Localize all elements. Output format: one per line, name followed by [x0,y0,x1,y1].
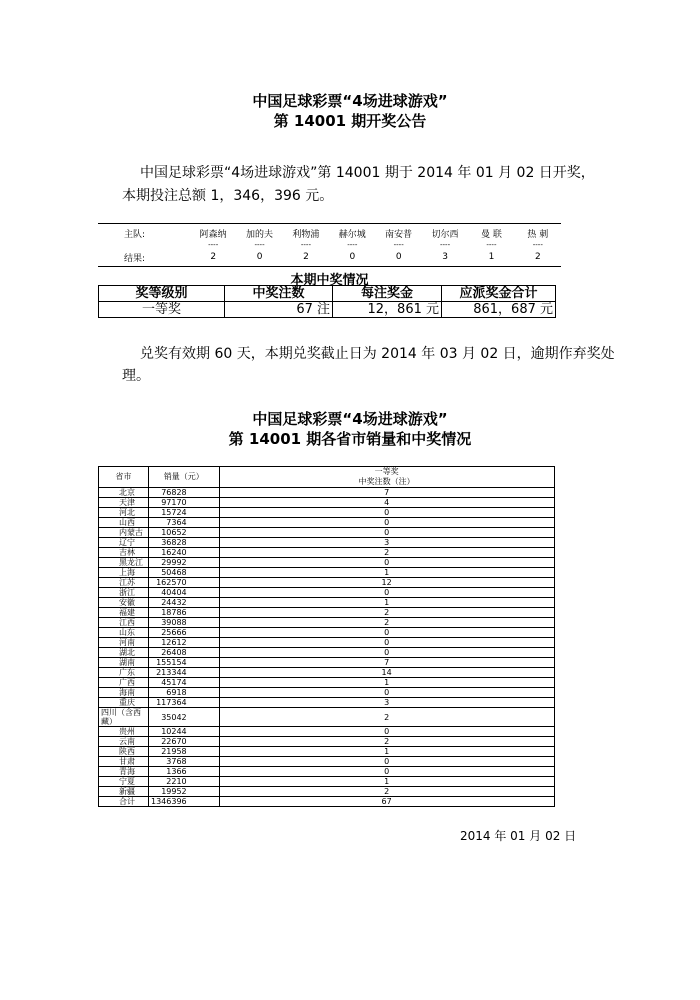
table-row [99,628,555,638]
province-sales: 10244 [149,727,220,737]
prize-total: 861，687 元 [442,302,556,318]
match-results-table [98,223,561,267]
announcement-title-line1: 中国足球彩票“4场进球游戏” [252,92,448,110]
province-name: 陕西 [99,747,149,757]
province-prize-count: 1 [219,598,554,608]
result-label: 结果: [124,253,146,264]
province-sales: 21958 [149,747,220,757]
sales-header: 销量（元） [149,467,220,488]
province-name: 青海 [99,767,149,777]
province-name: 福建 [99,608,149,618]
province-name: 浙江 [99,588,149,598]
team-name: 切尔西 [431,229,459,240]
dash-separator: ---- [300,241,311,249]
province-name: 山东 [99,628,149,638]
prize-header-level: 奖等级别 [99,286,225,302]
province-name: 上海 [99,568,149,578]
table-row [99,568,555,578]
province-prize-count: 2 [219,787,554,797]
prize-count-header-line1: 一等奖 [374,467,399,476]
province-name: 天津 [99,498,149,508]
province-name: 广东 [99,668,149,678]
province-prize-count: 2 [219,608,554,618]
province-sales: 12612 [149,638,220,648]
province-sales: 45174 [149,678,220,688]
table-row [99,797,555,807]
province-prize-count: 0 [219,628,554,638]
province-name: 甘肃 [99,757,149,767]
table-row [99,648,555,658]
prize-per-bet: 12，861 元 [333,302,442,318]
team-name: 利物浦 [292,229,320,240]
province-prize-count: 0 [219,648,554,658]
province-sales: 6918 [149,688,220,698]
table-row [99,578,555,588]
table-row [99,767,555,777]
dash-row [98,242,561,248]
province-sales: 19952 [149,787,220,797]
province-name: 四川（含西藏） [99,708,149,727]
table-row [99,787,555,797]
prize-level: 一等奖 [99,302,225,318]
province-sales: 1366 [149,767,220,777]
province-sales: 117364 [149,698,220,708]
team-name: 阿森纳 [199,229,227,240]
province-prize-count: 2 [219,708,554,727]
province-header: 省市 [99,467,149,488]
province-sales: 36828 [149,538,220,548]
province-name: 安徽 [99,598,149,608]
province-name: 云南 [99,737,149,747]
table-row [99,727,555,737]
table-row [99,658,555,668]
province-sales-table [98,466,555,807]
redeem-note-line2: 理。 [122,368,150,384]
table-row [99,668,555,678]
province-name: 新疆 [99,787,149,797]
announcement-title-line2: 第 14001 期开奖公告 [273,112,427,130]
province-prize-count: 1 [219,568,554,578]
result-row [98,248,561,266]
table-row [99,488,555,498]
prize-count: 67 注 [225,302,333,318]
province-name: 重庆 [99,698,149,708]
table-row [99,498,555,508]
province-name: 河南 [99,638,149,648]
province-name: 山西 [99,518,149,528]
table-row [99,528,555,538]
province-sales: 39088 [149,618,220,628]
province-prize-count: 0 [219,508,554,518]
province-prize-count: 0 [219,638,554,648]
table-row [99,737,555,747]
province-sales: 25666 [149,628,220,638]
province-sales: 18786 [149,608,220,618]
table-row [99,618,555,628]
province-name: 辽宁 [99,538,149,548]
result-value: 3 [442,252,448,262]
province-prize-count: 2 [219,737,554,747]
province-prize-count: 0 [219,588,554,598]
province-name: 湖南 [99,658,149,668]
table-row [99,548,555,558]
dash-separator: ---- [347,241,358,249]
province-name: 贵州 [99,727,149,737]
province-name: 江苏 [99,578,149,588]
province-name: 海南 [99,688,149,698]
prize-count-header-line2: 中奖注数（注） [358,477,415,486]
province-name: 合计 [99,797,149,807]
province-prize-count: 1 [219,747,554,757]
table-row [99,508,555,518]
province-prize-count: 0 [219,528,554,538]
table-row [99,708,555,727]
table-row [99,588,555,598]
prize-first-row [99,302,556,318]
table-row [99,777,555,787]
home-team-row [98,224,561,242]
province-header-row [99,467,555,488]
province-name: 北京 [99,488,149,498]
dash-separator: ---- [254,241,265,249]
prize-summary-table [98,285,556,318]
prize-count-header [219,467,554,488]
province-prize-count: 1 [219,678,554,688]
province-prize-count: 67 [219,797,554,807]
result-value: 2 [210,252,217,262]
dash-separator: ---- [440,241,451,249]
province-prize-count: 7 [219,658,554,668]
province-prize-count: 0 [219,688,554,698]
province-prize-count: 0 [219,558,554,568]
table-row [99,747,555,757]
province-name: 内蒙古 [99,528,149,538]
prize-header-count: 中奖注数 [225,286,333,302]
province-prize-count: 4 [219,498,554,508]
prize-table-caption: 本期中奖情况 [290,273,369,288]
province-sales: 26408 [149,648,220,658]
team-name: 曼 联 [481,229,502,240]
dash-separator: ---- [486,241,497,249]
team-name: 南安普 [385,229,413,240]
result-value: 2 [303,252,309,262]
province-sales: 213344 [149,668,220,678]
sales-title-line2: 第 14001 期各省市销量和中奖情况 [228,430,472,448]
table-row [99,678,555,688]
province-name: 广西 [99,678,149,688]
province-sales: 162570 [149,578,220,588]
announcement-paragraph-line1: 中国足球彩票“4场进球游戏”第 14001 期于 2014 年 01 月 02 日开奖， [140,165,595,181]
province-name: 黑龙江 [99,558,149,568]
province-prize-count: 12 [219,578,554,588]
table-row [99,688,555,698]
province-prize-count: 7 [219,488,554,498]
province-prize-count: 2 [219,618,554,628]
province-sales: 97170 [149,498,220,508]
prize-header-total: 应派奖金合计 [442,286,556,302]
announcement-paragraph-line2: 本期投注总额 1，346，396 元。 [122,188,334,204]
province-name: 江西 [99,618,149,628]
province-sales: 1346396 [149,797,220,807]
province-sales: 22670 [149,737,220,747]
sales-date: 2014 年 01 月 02 日 [460,829,577,843]
province-sales: 15724 [149,508,220,518]
team-name: 加的夫 [246,229,274,240]
province-prize-count: 2 [219,548,554,558]
team-name: 赫尔城 [338,229,366,240]
table-row [99,598,555,608]
province-prize-count: 3 [219,698,554,708]
result-value: 0 [256,252,263,262]
table-row [99,638,555,648]
province-sales: 76828 [149,488,220,498]
result-value: 0 [349,252,356,262]
team-name: 热 刺 [527,229,549,240]
table-row [99,518,555,528]
prize-header-per-bet: 每注奖金 [333,286,442,302]
table-row [99,538,555,548]
sales-title-line1: 中国足球彩票“4场进球游戏” [252,410,448,428]
province-name: 宁夏 [99,777,149,787]
province-name: 湖北 [99,648,149,658]
province-sales: 7364 [149,518,220,528]
province-prize-count: 0 [219,767,554,777]
table-row [99,698,555,708]
result-value: 1 [488,252,495,262]
province-sales: 2210 [149,777,220,787]
province-sales: 155154 [149,658,220,668]
province-sales: 3768 [149,757,220,767]
province-sales: 40404 [149,588,220,598]
prize-header-row [99,286,556,302]
table-row [99,608,555,618]
province-rows [99,488,555,807]
dash-separator: ---- [393,241,404,249]
result-value: 2 [534,252,541,262]
province-sales: 29992 [149,558,220,568]
province-name: 吉林 [99,548,149,558]
redeem-note-line1: 兑奖有效期 60 天，本期兑奖截止日为 2014 年 03 月 02 日，逾期作弃奖处 [140,346,615,362]
table-row [99,757,555,767]
province-prize-count: 0 [219,757,554,767]
table-row [99,558,555,568]
province-sales: 35042 [149,708,220,727]
province-sales: 16240 [149,548,220,558]
province-prize-count: 0 [219,518,554,528]
province-sales: 24432 [149,598,220,608]
result-value: 0 [395,252,402,262]
province-sales: 50468 [149,568,220,578]
province-prize-count: 14 [219,668,554,678]
province-prize-count: 3 [219,538,554,548]
dash-separator: ---- [208,241,219,249]
home-team-label: 主队: [124,229,146,240]
province-sales: 10652 [149,528,220,538]
province-prize-count: 1 [219,777,554,787]
dash-separator: ---- [532,241,543,249]
province-name: 河北 [99,508,149,518]
province-prize-count: 0 [219,727,554,737]
